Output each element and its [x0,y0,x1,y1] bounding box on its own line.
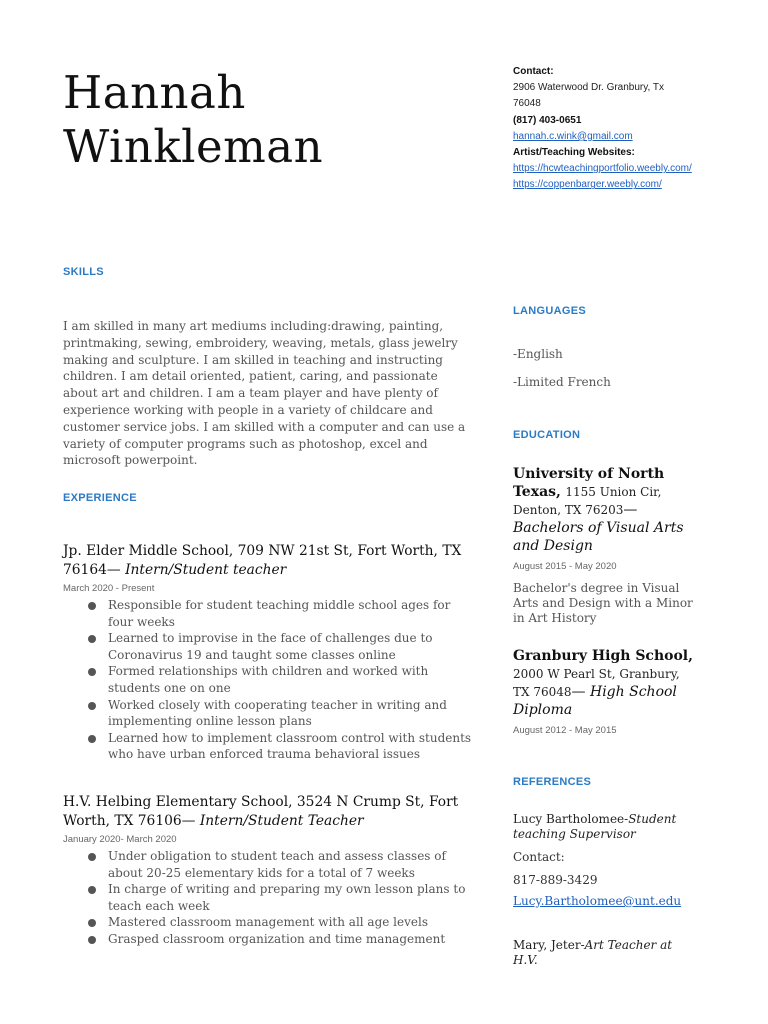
contact-label: Contact: [513,66,554,77]
contact-phone: (817) 403-0651 [513,114,582,126]
contact-email-link[interactable]: hannah.c.wink@gmail.com [513,130,633,142]
bullet-item: Worked closely with cooperating teacher in writing and implementing online lesson plans [88,697,475,730]
job-entry-elder [63,542,475,763]
education-entry-unt [513,465,693,626]
bullet-item: Grasped classroom organization and time management [88,931,475,948]
reference-phone: 817-889-3429 [513,873,598,887]
bullet-item: Mastered classroom management with all age levels [88,914,475,931]
job-title: Jp. Elder Middle School, 709 NW 21st St, Fort Worth, TX 76164— Intern/Student teacher [63,543,462,578]
reference-email-link[interactable]: Lucy.Bartholomee@unt.edu [513,894,682,908]
languages-heading: LANGUAGES [513,305,586,317]
website-link-coppenbarger[interactable]: https://coppenbarger.weebly.com/ [513,179,662,191]
education-heading: EDUCATION [513,429,581,441]
reference-title: Student teaching Supervisor [513,812,677,841]
job-title: H.V. Helbing Elementary School, 3524 N Crump St, Fort Worth, TX 76106— Intern/Student Teacher [63,794,459,829]
reference-name: Mary, Jeter [513,938,581,952]
education-school: Granbury High School, 2000 W Pearl St, Granbury, TX 76048— High School Diploma [513,648,694,718]
job-bullets [88,597,475,763]
resume-name [63,66,323,174]
skills-heading: SKILLS [63,266,104,278]
last-name: Winkleman [63,120,324,173]
job-place: Jp. Elder Middle School, 709 NW 21st St, Fort Worth, TX 76164 [63,543,462,578]
job-role: Intern/Student teacher [125,561,287,578]
school-address: 1155 Union Cir, Denton, TX 76203 [513,485,662,517]
education-date: August 2012 - May 2015 [513,725,617,736]
degree: Bachelors of Visual Arts and Design [513,520,684,554]
first-name: Hannah [63,66,246,119]
reference-jeter: Mary, Jeter-Art Teacher at H.V. [513,938,673,967]
language-item: -English [513,347,563,361]
website-link-portfolio[interactable]: https://hcwteachingportfolio.weebly.com/ [513,163,692,175]
contact-address: 2906 Waterwood Dr. Granbury, Tx 76048 [513,82,664,110]
education-entry-granbury [513,647,693,736]
bullet-item: Responsible for student teaching middle school ages for four weeks [88,597,475,630]
job-date: January 2020- March 2020 [63,834,177,845]
bullet-item: Under obligation to student teach and assess classes of about 20-25 elementary kids for a total of 7 weeks [88,848,475,881]
bullet-item: Formed relationships with children and worked with students one on one [88,663,475,696]
education-date: August 2015 - May 2020 [513,561,617,572]
skills-text: I am skilled in many art mediums including:drawing, painting, printmaking, sewing, embroidery, weaving, metals, glass jewelry making and sculpture. I am skilled in teaching and instructing children. I am detail oriented, patient, caring, and passionate about art and children. I am a team player and have plenty of experience working with people in a variety of childcare and customer service jobs. I am skilled with a computer and can use a variety of computer programs such as photoshop, excel and microsoft powerpoint. [63,319,466,468]
job-date: March 2020 - Present [63,583,155,594]
job-place: H.V. Helbing Elementary School, 3524 N Crump St, Fort Worth, TX 76106 [63,794,459,829]
bullet-item: In charge of writing and preparing my own lesson plans to teach each week [88,881,475,914]
education-school: University of North Texas, 1155 Union Cir, Denton, TX 76203— Bachelors of Visual Arts and Design [513,466,684,554]
school-address: 2000 W Pearl St, Granbury, TX 76048 [513,667,680,699]
language-item: -Limited French [513,375,611,389]
reference-bartholomee: Lucy Bartholomee-Student teaching Supervisor [513,812,677,841]
reference-title: Art Teacher at H.V. [513,938,673,967]
degree: High School Diploma [513,684,677,718]
school-name: University of North Texas, [513,466,665,500]
websites-label: Artist/Teaching Websites: [513,147,635,159]
job-bullets [88,848,475,948]
contact-block [513,64,693,194]
education-description: Bachelor's degree in Visual Arts and Design with a Minor in Art History [513,581,693,625]
references-heading: REFERENCES [513,776,592,788]
reference-name: Lucy Bartholomee [513,812,625,826]
bullet-item: Learned how to implement classroom control with students who have urban enforced trauma behavioral issues [88,730,475,763]
bullet-item: Learned to improvise in the face of challenges due to Coronavirus 19 and taught some classes online [88,630,475,663]
reference-contact-label: Contact: [513,850,565,864]
job-role: Intern/Student Teacher [199,812,364,829]
job-entry-helbing [63,793,475,948]
school-name: Granbury High School, [513,648,694,664]
experience-heading: EXPERIENCE [63,492,137,504]
